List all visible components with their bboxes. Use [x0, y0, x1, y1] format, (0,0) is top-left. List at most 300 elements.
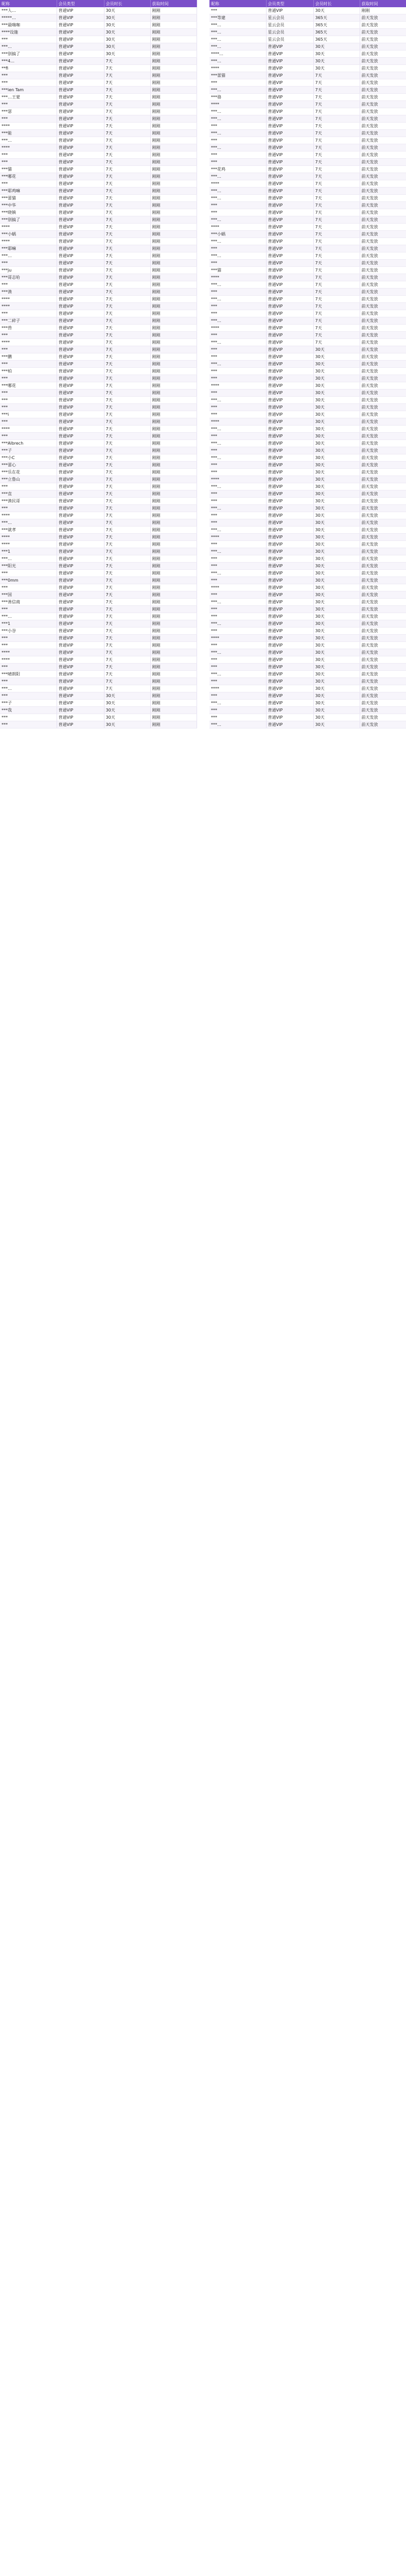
duration-cell: 30天 — [313, 541, 360, 548]
member-type-cell: 普通VIP — [57, 72, 104, 79]
member-type-cell: 普通VIP — [57, 224, 104, 231]
nickname-cell: ***蕾猫 — [0, 195, 57, 202]
duration-cell: 7天 — [104, 570, 150, 577]
nickname-cell: *** — [209, 289, 266, 296]
time-cell: 前天发放 — [360, 274, 406, 281]
time-cell: 前天发放 — [360, 389, 406, 397]
time-cell: 刚刚 — [150, 65, 197, 72]
nickname-cell: *** — [0, 397, 57, 404]
nickname-cell: *** — [209, 714, 266, 721]
table-row — [0, 50, 197, 58]
member-type-cell: 普通VIP — [57, 180, 104, 188]
member-type-cell: 普通VIP — [266, 50, 313, 58]
member-type-cell: 普通VIP — [57, 534, 104, 541]
table-row — [0, 303, 197, 310]
table-row — [209, 123, 406, 130]
time-cell: 刚刚 — [150, 375, 197, 382]
nickname-cell: **** — [0, 303, 57, 310]
time-cell: 刚刚 — [150, 159, 197, 166]
member-type-cell: 普通VIP — [266, 289, 313, 296]
duration-cell: 7天 — [313, 188, 360, 195]
member-type-cell: 普通VIP — [266, 570, 313, 577]
time-cell: 刚刚 — [150, 238, 197, 245]
duration-cell: 30天 — [104, 43, 150, 50]
nickname-cell: ***… — [209, 721, 266, 728]
time-cell: 前天发放 — [360, 700, 406, 707]
nickname-cell: ***渔民哥 — [0, 498, 57, 505]
time-cell: 刚刚 — [150, 166, 197, 173]
time-cell: 刚刚 — [150, 72, 197, 79]
table-row — [209, 14, 406, 22]
nickname-cell: ***善信商 — [0, 599, 57, 606]
duration-cell: 7天 — [104, 469, 150, 476]
nickname-cell: *** — [209, 137, 266, 144]
nickname-cell: ***… — [209, 296, 266, 303]
nickname-cell: ***… — [209, 188, 266, 195]
member-type-cell: 普通VIP — [57, 707, 104, 714]
duration-cell: 30天 — [313, 505, 360, 512]
nickname-cell: ***骆 — [209, 94, 266, 101]
duration-cell: 7天 — [104, 671, 150, 678]
time-cell: 刚刚 — [150, 43, 197, 50]
time-cell: 刚刚 — [150, 620, 197, 628]
nickname-cell: ***… — [209, 317, 266, 325]
member-type-cell: 普通VIP — [57, 685, 104, 692]
table-row — [0, 43, 197, 50]
member-type-cell: 普通VIP — [57, 591, 104, 599]
time-cell: 刚刚 — [150, 692, 197, 700]
nickname-cell: *** — [209, 563, 266, 570]
table-row — [0, 115, 197, 123]
duration-cell: 30天 — [313, 534, 360, 541]
table-row — [209, 375, 406, 382]
table-row — [0, 137, 197, 144]
nickname-cell: ***… — [209, 426, 266, 433]
table-row — [0, 570, 197, 577]
nickname-cell: ***… — [209, 483, 266, 490]
nickname-cell: ***猫 — [209, 267, 266, 274]
duration-cell: 30天 — [313, 512, 360, 519]
member-type-cell: 普通VIP — [57, 115, 104, 123]
table-row — [0, 382, 197, 389]
nickname-cell: *** — [209, 368, 266, 375]
time-cell: 前天发放 — [360, 628, 406, 635]
member-type-cell: 普通VIP — [266, 361, 313, 368]
table-row — [209, 584, 406, 591]
duration-cell: 30天 — [313, 548, 360, 555]
table-row — [209, 548, 406, 555]
table-row — [209, 599, 406, 606]
duration-cell: 7天 — [104, 180, 150, 188]
member-type-cell: 普通VIP — [57, 714, 104, 721]
nickname-cell: *** — [209, 664, 266, 671]
member-type-cell: 普通VIP — [57, 94, 104, 101]
nickname-cell: ***就孝 — [0, 527, 57, 534]
table-row — [0, 332, 197, 339]
time-cell: 前天发放 — [360, 454, 406, 462]
nickname-cell: *** — [209, 389, 266, 397]
table-row — [209, 519, 406, 527]
member-type-cell: 星云会员 — [266, 36, 313, 43]
nickname-cell: ***晴朗阳 — [0, 671, 57, 678]
table-row — [0, 325, 197, 332]
duration-cell: 30天 — [104, 707, 150, 714]
member-type-cell: 普通VIP — [57, 505, 104, 512]
time-cell: 前天发放 — [360, 397, 406, 404]
duration-cell: 30天 — [313, 613, 360, 620]
table-row — [209, 678, 406, 685]
time-cell: 前天发放 — [360, 541, 406, 548]
member-type-cell: 普通VIP — [266, 238, 313, 245]
table-row — [0, 361, 197, 368]
member-type-cell: 普通VIP — [57, 418, 104, 426]
member-type-cell: 普通VIP — [57, 664, 104, 671]
nickname-cell: *** — [209, 7, 266, 14]
member-type-cell: 普通VIP — [57, 555, 104, 563]
member-type-cell: 普通VIP — [266, 296, 313, 303]
duration-cell: 30天 — [313, 433, 360, 440]
table-row — [0, 72, 197, 79]
member-type-cell: 普通VIP — [57, 635, 104, 642]
table-row — [209, 289, 406, 296]
nickname-cell: ***0mm — [0, 577, 57, 584]
member-type-cell: 普通VIP — [57, 563, 104, 570]
member-type-cell: 普通VIP — [57, 7, 104, 14]
nickname-cell: ***晓镇 — [0, 209, 57, 216]
nickname-cell: **** — [209, 274, 266, 281]
duration-cell: 30天 — [104, 700, 150, 707]
member-type-cell: 普通VIP — [57, 188, 104, 195]
member-type-cell: 普通VIP — [57, 599, 104, 606]
time-cell: 刚刚 — [150, 303, 197, 310]
table-row — [209, 317, 406, 325]
time-cell: 前天发放 — [360, 613, 406, 620]
member-type-cell: 普通VIP — [57, 101, 104, 108]
time-cell: 刚刚 — [150, 252, 197, 260]
member-type-cell: 普通VIP — [266, 173, 313, 180]
nickname-cell: *** — [209, 79, 266, 87]
duration-cell: 7天 — [104, 231, 150, 238]
table-row — [209, 310, 406, 317]
time-cell: 前天发放 — [360, 231, 406, 238]
nickname-cell: *** — [209, 692, 266, 700]
table-row — [209, 188, 406, 195]
time-cell: 刚刚 — [150, 216, 197, 224]
member-type-cell: 普通VIP — [57, 123, 104, 130]
member-type-cell: 普通VIP — [57, 584, 104, 591]
member-type-cell: 普通VIP — [266, 490, 313, 498]
member-type-cell: 普通VIP — [266, 43, 313, 50]
nickname-cell: **** — [209, 224, 266, 231]
nickname-cell: *** — [0, 389, 57, 397]
nickname-cell: ***小蜗 — [209, 231, 266, 238]
duration-cell: 30天 — [313, 591, 360, 599]
table-row — [0, 462, 197, 469]
member-type-cell: 普通VIP — [57, 382, 104, 389]
table-row — [0, 375, 197, 382]
time-cell: 前天发放 — [360, 505, 406, 512]
member-type-cell: 普通VIP — [57, 245, 104, 252]
member-type-cell: 普通VIP — [57, 678, 104, 685]
nickname-cell: *** — [0, 346, 57, 353]
table-row — [0, 498, 197, 505]
nickname-cell: ***哪花 — [0, 173, 57, 180]
nickname-cell: ***i — [0, 411, 57, 418]
duration-cell: 7天 — [104, 375, 150, 382]
nickname-cell: *** — [209, 332, 266, 339]
duration-cell: 30天 — [313, 577, 360, 584]
time-cell: 刚刚 — [150, 22, 197, 29]
table-row — [0, 476, 197, 483]
member-type-cell: 普通VIP — [57, 65, 104, 72]
time-cell: 前天发放 — [360, 72, 406, 79]
nickname-cell: *** — [0, 115, 57, 123]
duration-cell: 7天 — [104, 584, 150, 591]
time-cell: 刚刚 — [150, 649, 197, 656]
time-cell: 前天发放 — [360, 14, 406, 22]
member-type-cell: 星云会员 — [266, 14, 313, 22]
table-row — [209, 606, 406, 613]
time-cell: 前天发放 — [360, 577, 406, 584]
table-row — [0, 108, 197, 115]
nickname-cell: ***Albrech — [0, 440, 57, 447]
time-cell: 刚刚 — [150, 267, 197, 274]
duration-cell: 30天 — [313, 642, 360, 649]
time-cell: 前天发放 — [360, 563, 406, 570]
table-row — [0, 22, 197, 29]
member-type-cell: 普通VIP — [266, 101, 313, 108]
time-cell: 刚刚 — [150, 195, 197, 202]
nickname-cell: ***1 — [0, 548, 57, 555]
nickname-cell: *** — [209, 303, 266, 310]
time-cell: 前天发放 — [360, 173, 406, 180]
member-type-cell: 普通VIP — [266, 714, 313, 721]
table-row — [0, 505, 197, 512]
duration-cell: 30天 — [104, 7, 150, 14]
time-cell: 前天发放 — [360, 65, 406, 72]
time-cell: 刚刚 — [150, 664, 197, 671]
time-cell: 刚刚 — [150, 700, 197, 707]
time-cell: 刚刚 — [150, 642, 197, 649]
nickname-cell: *** — [0, 72, 57, 79]
member-type-cell: 普通VIP — [266, 454, 313, 462]
nickname-cell: ***耶鸡嘛 — [0, 188, 57, 195]
table-row — [209, 108, 406, 115]
nickname-cell: *** — [209, 469, 266, 476]
duration-cell: 30天 — [313, 664, 360, 671]
time-cell: 前天发放 — [360, 303, 406, 310]
duration-cell: 7天 — [313, 260, 360, 267]
member-type-cell: 普通VIP — [57, 202, 104, 209]
member-type-cell: 普通VIP — [266, 123, 313, 130]
table-row — [0, 519, 197, 527]
duration-cell: 7天 — [313, 195, 360, 202]
duration-cell: 30天 — [313, 418, 360, 426]
time-cell: 刚刚 — [150, 563, 197, 570]
nickname-cell: *** — [0, 36, 57, 43]
time-cell: 前天发放 — [360, 339, 406, 346]
member-type-cell: 普通VIP — [57, 296, 104, 303]
time-cell: 刚刚 — [150, 188, 197, 195]
duration-cell: 7天 — [104, 664, 150, 671]
nickname-cell: *** — [0, 101, 57, 108]
table-row — [0, 188, 197, 195]
member-type-cell: 普通VIP — [266, 188, 313, 195]
time-cell: 刚刚 — [150, 599, 197, 606]
duration-cell: 30天 — [313, 628, 360, 635]
member-type-cell: 普通VIP — [57, 613, 104, 620]
duration-cell: 7天 — [104, 188, 150, 195]
duration-cell: 30天 — [313, 555, 360, 563]
duration-cell: 7天 — [104, 115, 150, 123]
duration-cell: 30天 — [313, 58, 360, 65]
time-cell: 前天发放 — [360, 224, 406, 231]
duration-cell: 7天 — [313, 296, 360, 303]
member-type-cell: 普通VIP — [57, 267, 104, 274]
nickname-cell: ***子 — [0, 700, 57, 707]
member-type-cell: 普通VIP — [266, 130, 313, 137]
table-row — [0, 353, 197, 361]
table-row — [209, 231, 406, 238]
nickname-cell: *** — [0, 180, 57, 188]
duration-cell: 30天 — [313, 411, 360, 418]
nickname-cell: ***最嗨咖 — [0, 22, 57, 29]
time-cell: 刚刚 — [150, 361, 197, 368]
time-cell: 刚刚 — [150, 476, 197, 483]
nickname-cell: **** — [0, 144, 57, 151]
duration-cell: 30天 — [313, 50, 360, 58]
nickname-cell: *** — [209, 404, 266, 411]
time-cell: 刚刚 — [150, 462, 197, 469]
table-row — [209, 252, 406, 260]
time-cell: 前天发放 — [360, 144, 406, 151]
duration-cell: 7天 — [104, 483, 150, 490]
table-row — [209, 101, 406, 108]
table-row — [209, 209, 406, 216]
duration-cell: 7天 — [313, 115, 360, 123]
time-cell: 前天发放 — [360, 404, 406, 411]
member-type-cell: 普通VIP — [57, 389, 104, 397]
table-row — [0, 130, 197, 137]
duration-cell: 7天 — [104, 548, 150, 555]
table-row — [209, 397, 406, 404]
table-row — [209, 692, 406, 700]
duration-cell: 7天 — [104, 591, 150, 599]
duration-cell: 7天 — [313, 274, 360, 281]
time-cell: 前天发放 — [360, 620, 406, 628]
nickname-cell: ***… — [0, 137, 57, 144]
time-cell: 刚刚 — [150, 505, 197, 512]
table-row — [0, 144, 197, 151]
time-cell: 刚刚 — [150, 707, 197, 714]
duration-cell: 7天 — [104, 628, 150, 635]
nickname-cell: *** — [209, 159, 266, 166]
duration-cell: 7天 — [313, 130, 360, 137]
nickname-cell: ***… — [209, 195, 266, 202]
table-row — [0, 87, 197, 94]
table-row — [0, 664, 197, 671]
member-type-cell: 普通VIP — [266, 483, 313, 490]
member-type-cell: 普通VIP — [57, 22, 104, 29]
nickname-cell: ***4… — [0, 58, 57, 65]
duration-cell: 30天 — [313, 440, 360, 447]
duration-cell: 7天 — [104, 685, 150, 692]
duration-cell: 7天 — [104, 310, 150, 317]
table-row — [0, 512, 197, 519]
table-row — [209, 166, 406, 173]
member-type-cell: 普通VIP — [266, 685, 313, 692]
time-cell: 前天发放 — [360, 707, 406, 714]
duration-cell: 7天 — [104, 79, 150, 87]
table-row — [209, 620, 406, 628]
duration-cell: 7天 — [104, 599, 150, 606]
table-row — [209, 433, 406, 440]
duration-cell: 30天 — [313, 649, 360, 656]
nickname-cell: *** — [0, 79, 57, 87]
table-row — [209, 50, 406, 58]
table-row — [0, 151, 197, 159]
table-row — [0, 692, 197, 700]
duration-cell: 7天 — [313, 267, 360, 274]
member-type-cell: 普通VIP — [57, 361, 104, 368]
column-header-nickname: 昵称 — [209, 0, 266, 7]
nickname-cell: *** — [209, 512, 266, 519]
duration-cell: 7天 — [104, 426, 150, 433]
time-cell: 刚刚 — [150, 721, 197, 728]
duration-cell: 7天 — [104, 656, 150, 664]
nickname-cell: ***… — [209, 36, 266, 43]
member-type-cell: 普通VIP — [266, 224, 313, 231]
member-type-cell: 普通VIP — [57, 404, 104, 411]
duration-cell: 7天 — [313, 303, 360, 310]
table-row — [0, 671, 197, 678]
member-type-cell: 普通VIP — [57, 252, 104, 260]
time-cell: 前天发放 — [360, 462, 406, 469]
time-cell: 前天发放 — [360, 692, 406, 700]
member-type-cell: 普通VIP — [266, 65, 313, 72]
nickname-cell: ***… — [209, 440, 266, 447]
time-cell: 刚刚 — [150, 671, 197, 678]
table-row — [209, 65, 406, 72]
nickname-cell: ***… — [209, 620, 266, 628]
nickname-cell: *** — [209, 591, 266, 599]
time-cell: 刚刚 — [150, 584, 197, 591]
time-cell: 前天发放 — [360, 238, 406, 245]
nickname-cell: ***子 — [0, 447, 57, 454]
duration-cell: 30天 — [313, 462, 360, 469]
nickname-cell: ***…王蒙 — [0, 94, 57, 101]
table-row — [209, 195, 406, 202]
nickname-cell: ***柏 — [0, 368, 57, 375]
time-cell: 刚刚 — [150, 317, 197, 325]
member-type-cell: 普通VIP — [266, 707, 313, 714]
table-row — [209, 58, 406, 65]
nickname-cell: *** — [0, 361, 57, 368]
member-type-cell: 普通VIP — [57, 483, 104, 490]
nickname-cell: ***… — [209, 87, 266, 94]
nickname-cell: **** — [209, 382, 266, 389]
time-cell: 前天发放 — [360, 678, 406, 685]
table-row — [209, 476, 406, 483]
table-row — [209, 332, 406, 339]
nickname-cell: *** — [209, 678, 266, 685]
duration-cell: 7天 — [104, 555, 150, 563]
member-type-cell: 普通VIP — [266, 303, 313, 310]
duration-cell: 7天 — [104, 317, 150, 325]
duration-cell: 30天 — [313, 353, 360, 361]
table-row — [0, 541, 197, 548]
time-cell: 前天发放 — [360, 325, 406, 332]
